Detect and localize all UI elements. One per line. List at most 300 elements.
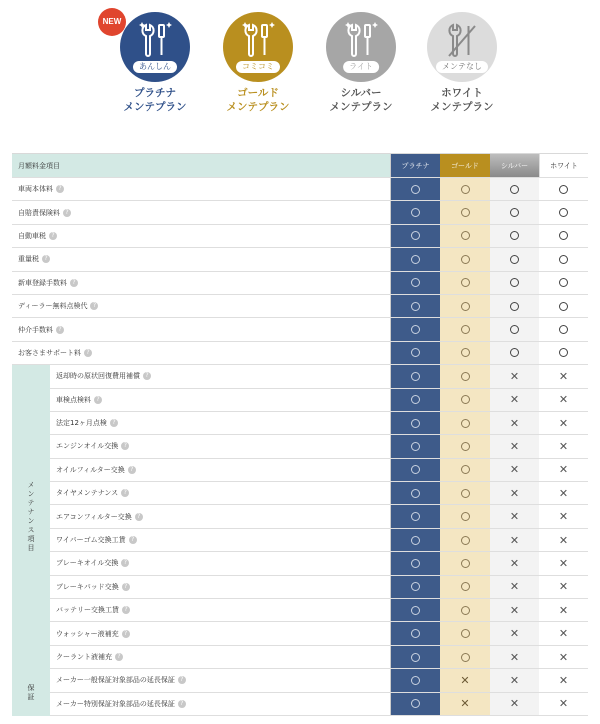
included-mark [411,255,420,264]
plan-subtitle: メンテプラン [430,101,494,113]
row-label [50,599,130,621]
cell-white [539,599,588,621]
row-label-text: お客さまサポート料 [18,348,81,357]
row-label [12,272,78,294]
row-label-text: 返却時の原状回復費用補償 [56,372,140,381]
included-mark [461,489,470,498]
help-icon[interactable]: ? [70,279,78,287]
help-icon[interactable]: ? [56,326,64,334]
row-label-text: ブレーキオイル交換 [56,559,119,568]
row-label [50,576,130,598]
included-mark [461,629,470,638]
cell-white [539,201,588,223]
excluded-mark: ✕ [509,603,520,617]
row-label [12,178,64,200]
included-mark [559,185,568,194]
table-row [12,646,588,669]
cell-gold [440,459,490,481]
row-label-text: クーラント液補充 [56,653,112,661]
help-icon[interactable]: ? [90,302,98,310]
cell-white [539,225,588,247]
cell-gold [440,412,490,434]
included-mark [411,395,420,404]
header-gold: ゴールド [440,154,490,177]
cell-silver [490,576,539,598]
cell-silver [490,505,539,527]
included-mark [461,582,470,591]
excluded-mark: ✕ [558,627,569,641]
excluded-mark: ✕ [509,510,520,524]
excluded-mark: ✕ [558,439,569,453]
included-mark [559,302,568,311]
included-mark [411,372,420,381]
cell-platinum [390,225,440,247]
table-row [12,248,588,271]
row-label [12,248,50,270]
included-mark [461,185,470,194]
row-label-text: オイルフィルター交換 [56,465,125,474]
included-mark [559,278,568,287]
included-mark [461,231,470,240]
help-icon[interactable]: ? [42,255,50,263]
included-mark [461,465,470,474]
table-row [12,505,588,528]
included-mark [510,185,519,194]
help-icon[interactable]: ? [115,653,123,661]
cell-gold [440,482,490,504]
cell-gold [440,201,490,223]
row-label-text: ブレーキパッド交換 [56,582,119,591]
excluded-mark: ✕ [558,603,569,617]
included-mark [461,606,470,615]
included-mark [411,419,420,428]
cell-silver [490,482,539,504]
cell-platinum [390,622,440,644]
cell-platinum [390,201,440,223]
cell-platinum [390,435,440,457]
cell-gold [440,389,490,411]
excluded-mark: ✕ [558,463,569,477]
cell-platinum [390,669,440,691]
plan-circle [427,12,497,82]
help-icon[interactable]: ? [63,209,71,217]
cell-silver [490,178,539,200]
excluded-mark: ✕ [558,533,569,547]
included-mark [411,185,420,194]
maintenance_group-group [12,365,588,669]
cell-platinum [390,178,440,200]
cell-platinum [390,412,440,434]
cell-gold [440,576,490,598]
plan-card[interactable] [100,12,210,114]
table-row [12,693,588,716]
excluded-mark: ✕ [509,486,520,500]
cell-white [539,178,588,200]
cell-silver [490,225,539,247]
included-mark [510,278,519,287]
included-mark [461,419,470,428]
cell-white [539,669,588,691]
included-mark [411,278,420,287]
cell-gold [440,529,490,551]
cell-silver [490,599,539,621]
cell-silver [490,272,539,294]
included-mark [510,348,519,357]
table-row [12,365,588,388]
included-mark [461,559,470,568]
row-label [50,435,129,457]
included-mark [411,442,420,451]
cell-platinum [390,365,440,387]
cell-white [539,459,588,481]
plan-card[interactable] [203,12,313,114]
cell-platinum [390,576,440,598]
cell-silver [490,622,539,644]
cell-silver [490,295,539,317]
excluded-mark: ✕ [509,463,520,477]
excluded-mark: ✕ [558,580,569,594]
included-mark [461,278,470,287]
cell-platinum [390,248,440,270]
plan-circle [326,12,396,82]
included-mark [411,653,420,662]
cell-platinum [390,459,440,481]
table-row [12,178,588,201]
plan-circle [120,12,190,82]
cell-silver [490,552,539,574]
cell-silver [490,201,539,223]
row-label [12,342,92,364]
row-label [50,693,186,715]
row-label-text: タイヤメンテナンス [56,489,119,498]
row-label [50,389,102,411]
included-mark [461,442,470,451]
row-label [50,365,151,387]
included-mark [559,231,568,240]
row-label [12,318,64,340]
included-mark [559,348,568,357]
help-icon[interactable]: ? [178,676,186,684]
included-mark [411,231,420,240]
cell-platinum [390,552,440,574]
cell-silver [490,693,539,715]
plan-pill: メンテなし [436,61,488,73]
plan-card[interactable] [407,12,517,114]
table-row [12,225,588,248]
row-label [50,669,186,691]
cell-gold [440,552,490,574]
cell-gold [440,599,490,621]
cell-gold [440,622,490,644]
included-mark [411,302,420,311]
help-icon[interactable]: ? [110,419,118,427]
row-label [50,529,137,551]
included-mark [411,465,420,474]
row-label [50,412,118,434]
cell-silver [490,318,539,340]
table-row [12,622,588,645]
new-badge: NEW [98,8,126,36]
excluded-mark: ✕ [509,673,520,687]
cell-platinum [390,389,440,411]
row-label-text: 車検点検料 [56,395,91,404]
excluded-mark: ✕ [509,416,520,430]
table-row [12,552,588,575]
cell-white [539,576,588,598]
included-mark [411,325,420,334]
excluded-mark: ✕ [558,673,569,687]
included-mark [411,348,420,357]
row-label-text: エンジンオイル交換 [56,442,119,451]
table-row [12,529,588,552]
included-mark [461,653,470,662]
help-icon[interactable]: ? [121,559,129,567]
cell-white [539,505,588,527]
excluded-mark: ✕ [509,439,520,453]
cell-silver [490,342,539,364]
table-row [12,389,588,412]
row-label-text: 仲介手数料 [18,325,53,334]
cell-platinum [390,272,440,294]
help-icon[interactable]: ? [128,466,136,474]
cell-white [539,435,588,457]
cell-platinum [390,529,440,551]
cell-white [539,248,588,270]
help-icon[interactable]: ? [84,349,92,357]
warranty_group-group-label [12,669,50,716]
cell-platinum [390,693,440,715]
row-label-text: ワイパーゴム交換工賃 [56,536,126,545]
excluded-mark: ✕ [509,533,520,547]
included-mark [510,255,519,264]
row-label-text: ディーラー無料点検代 [18,302,88,311]
row-label [50,552,129,574]
excluded-mark: ✕ [509,650,520,664]
cell-silver [490,389,539,411]
excluded-mark: ✕ [558,369,569,383]
group-label-text: メンテナンス項目 [27,481,35,554]
plan-comparison-table [12,153,588,716]
cell-silver [490,646,539,668]
header-silver: シルバー [490,154,539,177]
table-row [12,435,588,458]
included-mark [559,325,568,334]
plan-subtitle: メンテプラン [226,101,290,113]
plan-name: ゴールド [237,87,279,99]
included-mark [510,231,519,240]
cell-white [539,295,588,317]
cell-silver [490,365,539,387]
included-mark [461,255,470,264]
cell-white [539,342,588,364]
included-mark [461,512,470,521]
cell-silver [490,459,539,481]
excluded-mark: ✕ [558,556,569,570]
header-white: ホワイト [539,154,588,177]
cell-white [539,622,588,644]
row-label [50,622,130,644]
table-header-row [12,154,588,178]
cell-gold [440,435,490,457]
cell-white [539,389,588,411]
cell-gold [440,248,490,270]
cell-platinum [390,482,440,504]
warranty_group-group [12,669,588,716]
plan-pill: コミコミ [236,61,280,73]
row-label-text: 重量税 [18,255,39,264]
included-mark [510,325,519,334]
table-row [12,482,588,505]
row-label-text: 自動車税 [18,231,46,240]
table-row [12,342,588,365]
row-label [50,505,143,527]
table-row [12,459,588,482]
row-label-text: ウォッシャー液補充 [56,629,119,638]
plan-card[interactable] [306,12,416,114]
excluded-mark: ✕ [509,556,520,570]
included-mark [411,676,420,685]
cell-gold [440,365,490,387]
included-mark [461,208,470,217]
cell-white [539,693,588,715]
included-mark [461,536,470,545]
cell-gold [440,225,490,247]
included-mark [510,208,519,217]
help-icon[interactable]: ? [121,442,129,450]
plan-name: ホワイト [441,87,483,99]
excluded-mark: ✕ [509,697,520,711]
plan-subtitle: メンテプラン [123,101,187,113]
table-row [12,576,588,599]
cell-platinum [390,295,440,317]
help-icon[interactable]: ? [121,489,129,497]
row-label-text: 新車登録手数料 [18,278,67,287]
row-label [12,225,57,247]
help-icon[interactable]: ? [49,232,57,240]
excluded-mark: ✕ [558,486,569,500]
cell-white [539,482,588,504]
help-icon[interactable]: ? [122,606,130,614]
cell-white [539,412,588,434]
row-label [12,201,71,223]
cell-white [539,318,588,340]
help-icon[interactable]: ? [122,630,130,638]
row-label-text: バッテリー交換工賃 [56,606,119,615]
plan-pill: あんしん [133,61,177,73]
plan-name: シルバー [340,87,382,99]
included-mark [411,512,420,521]
help-icon[interactable]: ? [94,396,102,404]
excluded-mark: ✕ [460,697,470,711]
excluded-mark: ✕ [558,697,569,711]
cell-white [539,529,588,551]
group-label-text: 保証 [27,683,35,702]
included-mark [510,302,519,311]
excluded-mark: ✕ [460,673,470,687]
cell-platinum [390,599,440,621]
cell-gold [440,318,490,340]
included-mark [461,395,470,404]
plan-subtitle: メンテプラン [329,101,393,113]
cell-gold [440,178,490,200]
plan-selector [0,0,600,130]
excluded-mark: ✕ [558,393,569,407]
row-label [50,482,129,504]
cell-platinum [390,342,440,364]
included-mark [461,372,470,381]
excluded-mark: ✕ [509,580,520,594]
included-mark [411,606,420,615]
cell-gold [440,342,490,364]
row-label-text: 車両本体料 [18,185,53,194]
plan-pill: ライト [343,61,379,73]
plan-circle [223,12,293,82]
cell-platinum [390,646,440,668]
help-icon[interactable]: ? [129,536,137,544]
help-icon[interactable]: ? [143,372,151,380]
included-mark [411,208,420,217]
row-label-text: 自賠責保険料 [18,208,60,217]
excluded-mark: ✕ [558,510,569,524]
plan-name: プラチナ [134,87,176,99]
row-label-text: 法定12ヶ月点検 [56,419,107,428]
cell-white [539,365,588,387]
table-row [12,201,588,224]
table-row [12,295,588,318]
excluded-mark: ✕ [509,369,520,383]
cell-white [539,272,588,294]
cell-silver [490,669,539,691]
row-label [12,295,98,317]
included-mark [411,536,420,545]
excluded-mark: ✕ [509,393,520,407]
cell-gold [440,295,490,317]
cell-gold [440,646,490,668]
help-icon[interactable]: ? [135,513,143,521]
included-mark [411,489,420,498]
help-icon[interactable]: ? [122,583,130,591]
help-icon[interactable]: ? [178,700,186,708]
included-mark [461,348,470,357]
cell-gold [440,669,490,691]
header-label: 月額料金項目 [12,154,390,177]
table-row [12,318,588,341]
cell-gold [440,505,490,527]
maintenance_group-group-label [12,365,50,669]
help-icon[interactable]: ? [56,185,64,193]
included-mark [411,629,420,638]
cell-gold [440,693,490,715]
cell-platinum [390,505,440,527]
included-mark [559,208,568,217]
table-row [12,599,588,622]
table-row [12,272,588,295]
included-mark [461,302,470,311]
cell-white [539,646,588,668]
excluded-mark: ✕ [509,627,520,641]
included-mark [461,325,470,334]
cell-white [539,552,588,574]
excluded-mark: ✕ [558,650,569,664]
row-label-text: メーカー一般保証対象部品の延長保証 [56,676,175,685]
cell-gold [440,272,490,294]
included-mark [411,582,420,591]
header-platinum: プラチナ [390,154,440,177]
excluded-mark: ✕ [558,416,569,430]
cell-silver [490,529,539,551]
row-label [50,646,123,668]
cell-platinum [390,318,440,340]
